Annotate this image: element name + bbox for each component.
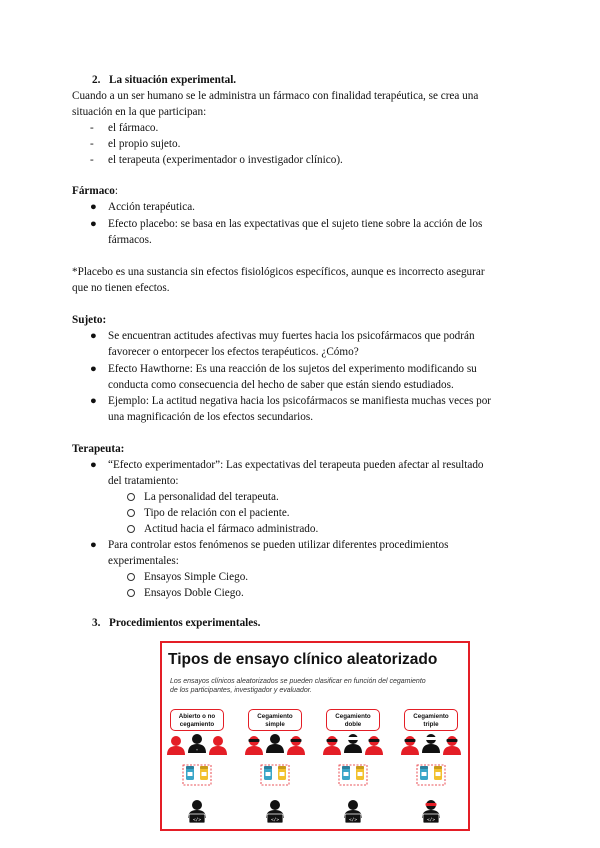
bullet-dot: ● [90,330,97,342]
terapeuta-item-1-line2: del tratamiento: [108,475,179,487]
farmaco-heading-line [72,184,118,198]
farmaco-colon: : [114,185,118,197]
intro-line-2: situación en la que participan: [72,106,207,118]
sujeto-item-1-line2: favorecer o entorpecer los efectos terapéuticos. ¿Cómo? [108,346,359,358]
column-open [167,734,227,823]
dash-bullet: - [90,154,94,166]
dash-bullet: - [90,122,94,134]
infographic-title: Tipos de ensayo clínico aleatorizado [168,651,438,668]
farmaco-item-1: Acción terapéutica. [108,201,195,213]
dash-item-sujeto: el propio sujeto. [108,138,181,150]
terapeuta-sub-3: Actitud hacia el fármaco administrado. [144,523,319,535]
bullet-dot: ● [90,539,97,551]
type-label-line1: Cegamiento [257,713,293,720]
section-2-number: 2. [92,74,101,86]
infographic-subtitle-line2: de los participantes, investigador y evaluador. [170,687,312,694]
section-3-number: 3. [92,617,101,629]
dash-item-farmaco: el fármaco. [108,122,159,134]
sujeto-item-2-line2: conducta como consecuencia del hecho de saber que están siendo estudiados. [108,379,454,391]
placebo-note-line1: *Placebo es una sustancia sin efectos fisiológicos específicos, aunque es incorrecto asegurar [72,266,485,278]
terapeuta-sub-2: Tipo de relación con el paciente. [144,507,290,519]
sujeto-heading: Sujeto: [72,314,107,326]
bullet-dot: ● [90,218,97,230]
dash-item-terapeuta: el terapeuta (experimentador o investigador clínico). [108,154,343,166]
dash-bullet: - [90,138,94,150]
sujeto-item-3-line1: Ejemplo: La actitud negativa hacia los psicofármacos se manifiesta muchas veces por [108,395,492,407]
terapeuta-item-2-line2: experimentales: [108,555,179,567]
infographic-subtitle-line1: Los ensayos clínicos aleatorizados se pueden clasificar en función del cegamiento [170,678,426,685]
farmaco-item-2-line2: fármacos. [108,234,152,246]
svg-text:+: + [195,747,199,752]
bullet-dot: ● [90,459,97,471]
circle-bullet [127,573,135,581]
column-simple [245,734,305,823]
infographic-figures: </> + [162,643,472,833]
terapeuta-item-2-line1: Para controlar estos fenómenos se pueden utilizar diferentes procedimientos [108,539,449,551]
type-label-line1: Cegamiento [335,713,371,720]
type-label-line2: doble [344,721,362,728]
sujeto-item-3-line2: una magnificación de los efectos secundarios. [108,411,314,423]
type-label-line2: simple [265,721,285,728]
farmaco-item-2-line1: Efecto placebo: se basa en las expectativas que el sujeto tiene sobre la acción de los [108,218,483,230]
circle-bullet [127,509,135,517]
terapeuta-sub2-1: Ensayos Simple Ciego. [144,571,249,583]
terapeuta-heading: Terapeuta: [72,443,125,455]
terapeuta-sub2-2: Ensayos Doble Ciego. [144,587,244,599]
column-triple [401,734,461,823]
section-3-title: Procedimientos experimentales. [109,617,261,629]
circle-bullet [127,525,135,533]
clinical-trial-infographic [157,641,470,831]
terapeuta-sub-1: La personalidad del terapeuta. [144,491,279,503]
circle-bullet [127,589,135,597]
farmaco-heading: Fármaco [72,185,115,197]
type-label-line2: cegamiento [179,721,215,728]
type-label-line1: Abierto o no [178,713,216,720]
sujeto-item-1-line1: Se encuentran actitudes afectivas muy fuertes hacia los psicofármacos que podrán [108,330,475,342]
sujeto-item-2-line1: Efecto Hawthorne: Es una reacción de los sujetos del experimento modificando su [108,363,477,375]
bullet-dot: ● [90,201,97,213]
bullet-dot: ● [90,363,97,375]
terapeuta-item-1-line1: “Efecto experimentador”: Las expectativas del terapeuta pueden afectar al resultado [108,459,484,471]
type-label-line2: triple [423,721,439,728]
placebo-note-line2: que no tienen efectos. [72,282,170,294]
bullet-dot: ● [90,395,97,407]
section-2-title: La situación experimental. [109,74,237,86]
column-double [323,734,383,823]
circle-bullet [127,493,135,501]
type-label-line1: Cegamiento [413,713,449,720]
intro-line-1: Cuando a un ser humano se le administra un fármaco con finalidad terapéutica, se crea una [72,90,479,102]
